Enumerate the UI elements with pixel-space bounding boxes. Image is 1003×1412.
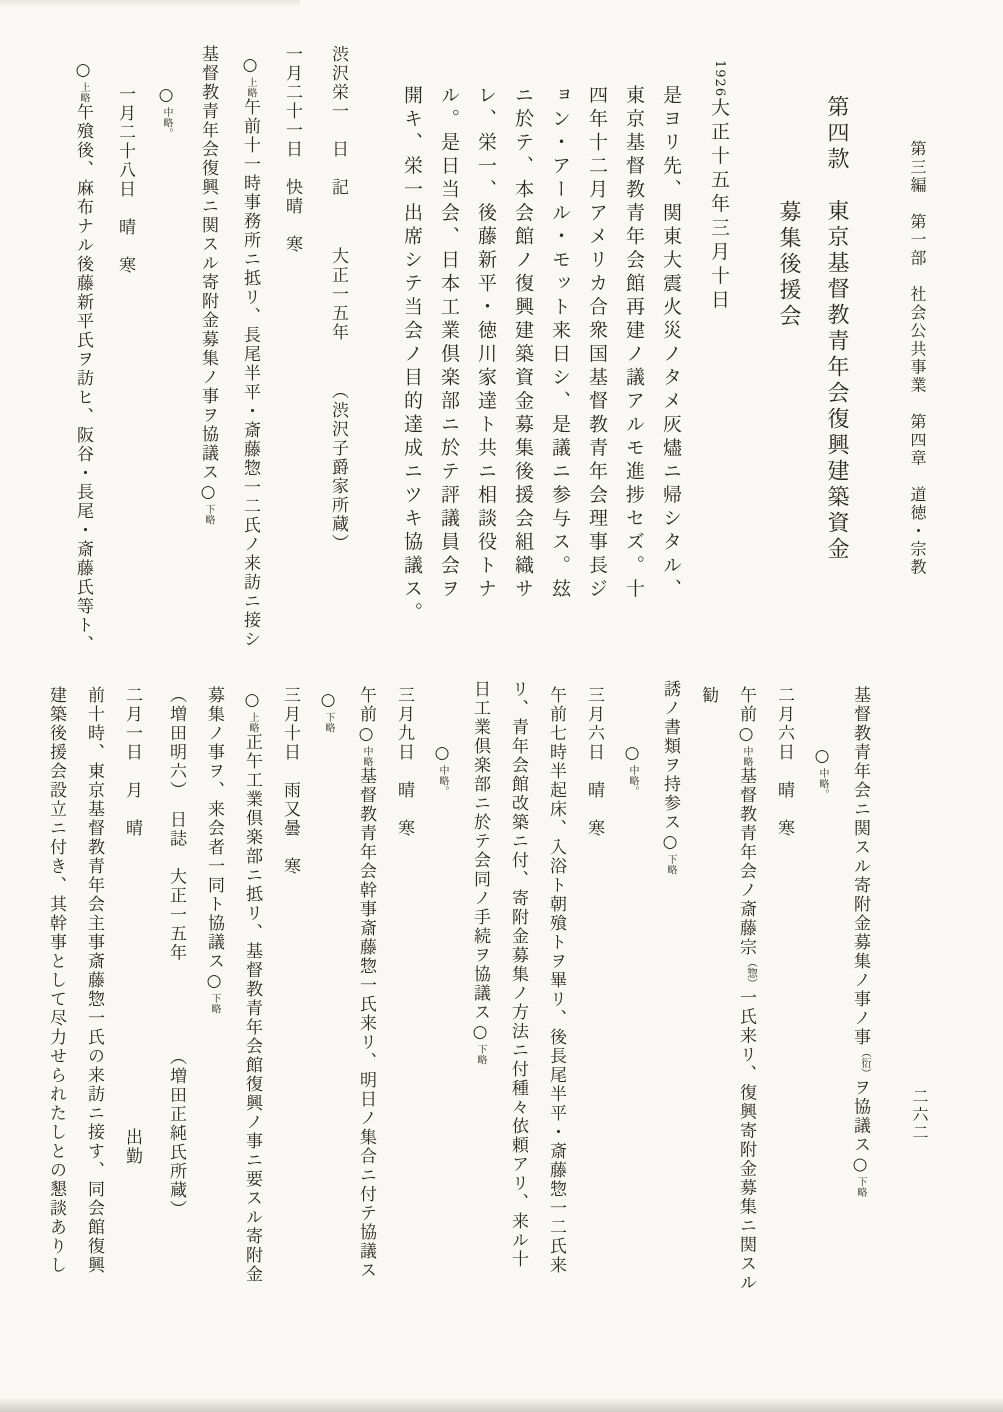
text-run: 午前十一時事務所ニ抵リ、長尾半平・斎藤惣一二氏ノ来訪ニ接シ [240,98,260,649]
text-run: （渋沢子爵家所蔵） [328,382,348,553]
text-run: 四年十二月アメリカ合衆国基督教青年会理事長ジ [586,85,608,602]
text-run: 正午工業倶楽部ニ抵リ、基督教青年会館復興ノ事ニ要スル寄附金 [242,733,262,1284]
text-run: ○ [198,482,218,504]
text-run: 東京基督教青年会館再建ノ議アルモ進捗セズ。十 [623,85,645,602]
omission-note: 下略 [323,712,334,733]
diary-entry-date-column [113,668,151,1308]
text-run: 第四款 東京基督教青年会復興建築資金 [824,95,849,563]
page-number: 二六二 [910,1088,929,1142]
text-run: 前十時、東京基督教青年会主事斎藤惣一氏の来訪ニ接す、同会館復興 [84,686,104,1275]
text-run: ○ [622,743,642,765]
text-run: 誘ノ書類ヲ持参ス [660,680,680,832]
text-run: レ、栄一、後藤新平・徳川家達ト共ニ相談役トナ [475,85,497,602]
text-run: 一月二十一日 快晴 寒 [282,45,302,254]
text-run: ○ [660,832,680,854]
text-run: 大正一五年 [328,247,348,342]
diary-entry-date-column [765,668,803,1308]
omission-note: 中略。 [437,765,448,797]
text-run: ○ [240,55,260,77]
omission-note: 上略 [78,82,89,103]
omission-note: 中略 [361,746,372,767]
narrative-column [393,40,430,662]
narrative-column [578,40,615,662]
section-title-column [812,40,860,662]
text-run: ○ [812,746,832,768]
diary-body-column [195,668,233,1308]
omission-note: 上略 [247,712,258,733]
diary-entry-date-column [104,40,145,662]
omission-mark-column [145,40,187,662]
diary-entry-date-column [271,668,309,1308]
text-run: ○ [470,1022,490,1044]
text-run: 一氏来リ、復興寄附金募集ニ関スル勧 [698,686,756,1293]
text-run: 三月九日 晴 寒 [394,686,414,838]
diary-body-column [841,668,879,1308]
running-head: 第三編 第一部 社会公共事業 第四章 道徳・宗教 [908,140,927,577]
editorial-annotation: （衍） [860,1047,872,1079]
text-run: 建築後援会設立ニ付き、其幹事として尽力せられたしとの懇談ありし [46,686,66,1275]
omission-note: 中略。 [817,768,828,800]
diary-entry-date-column [385,668,423,1308]
diary-entry-date-column [271,40,312,662]
diary-body-column [229,40,271,662]
main-text-block [62,40,860,662]
omission-mark-column [423,668,461,1308]
omission-note: 中略。 [161,107,172,139]
text-run: 募集ノ事ヲ、来会者一同ト協議ス [204,686,224,971]
diary-body-column [75,668,113,1308]
diary-body-column [233,668,271,1308]
text-run: 午前七時半起床、入浴ト朝飱トヲ畢リ、後長尾半平・斎藤惣一二氏来 [546,686,566,1275]
diary-source-column [157,668,195,1308]
text-run: 三月十日 雨又曇 寒 [280,686,300,876]
omission-note: 下略 [203,504,214,525]
omission-note: 下略 [855,1176,866,1198]
text-run: 日工業倶楽部ニ於テ会同ノ手続ヲ協議ス [470,680,490,1022]
text-run: ○ [73,60,93,82]
text-run: 開キ、栄一出席シテ当会ノ目的達成ニツキ協議ス。 [401,85,423,626]
text-run: ○ [432,743,452,765]
diary-body-column [689,668,765,1308]
text-run: ○ [204,971,224,993]
text-run: ○ [156,85,176,107]
omission-note: 下略 [475,1044,486,1065]
text-run: ○ [850,1154,870,1177]
text-run: 渋沢栄一 日 記 [328,45,348,197]
diary-source-column [317,40,358,662]
omission-mark-column [613,668,651,1308]
text-run: 午前 [736,686,756,724]
diary-body-column [62,40,104,662]
omission-note: 下略 [209,993,220,1014]
text-run: 大正十五年三月十日 [708,97,730,314]
diary-body-column [537,668,575,1308]
text-run: 基督教青年会復興ニ関スル寄附金募集ノ事ヲ協議ス [198,45,218,482]
omission-mark-column [803,668,841,1308]
text-run: 是ヨリ先、関東大震火災ノタメ灰燼ニ帰シタル、 [660,85,682,602]
narrative-column [615,40,652,662]
text-run: 基督教青年会ニ関スル寄附金募集ノ事ノ事 [850,686,870,1047]
omission-note: 中略 [741,746,752,767]
omission-note: 中略。 [627,765,638,797]
narrative-column [430,40,467,662]
text-run: 基督教青年会幹事斎藤惣一氏来リ、明日ノ集合ニ付テ協議ス [356,767,376,1280]
text-run: ○ [242,690,262,712]
diary-body-column [37,668,75,1308]
text-run: ョン・アール・モット来日シ、是議ニ参与ス。玆 [549,85,571,602]
diary-entry-date-column [575,668,613,1308]
scan-edge-shadow-top [0,0,300,6]
text-run: 基督教青年会ノ斎藤宗 [736,767,756,957]
text-run: （増田明六） 日誌 大正一五年 [166,686,186,963]
diary-body-column [651,668,689,1308]
date-heading-column [699,40,739,662]
narrative-column [467,40,504,662]
text-run: ○ [736,724,756,746]
text-run: 1926 [712,60,727,98]
text-run: 募集後援会 [776,200,801,330]
editorial-annotation: （惣） [746,957,758,989]
text-run: 二月六日 晴 寒 [774,686,794,838]
section-subtitle-column [764,40,812,662]
text-run: ニ於テ、本会館ノ復興建築資金募集後援会組織サ [512,85,534,602]
narrative-column [504,40,541,662]
narrative-column [541,40,578,662]
omission-note: 下略 [665,854,676,875]
text-run: 三月六日 晴 寒 [584,686,604,838]
diary-body-column [187,40,229,662]
diary-text-block [37,668,879,1308]
diary-body-column [461,668,499,1308]
text-run: 二月一日 月 晴 [122,686,142,838]
text-run: 午飱後、麻布ナル後藤新平氏ヲ訪ヒ、阪谷・長尾・斎藤氏等ト、 [73,103,93,654]
text-run: ○ [318,690,338,712]
text-run: ヲ協議ス [850,1078,870,1155]
text-run: 出勤 [122,1128,142,1166]
omission-note: 上略 [245,77,256,98]
text-run: （増田正純氏所蔵） [166,1047,186,1219]
text-run: ル。是日当会、日本工業倶楽部ニ於テ評議員会ヲ [438,85,460,602]
narrative-column [652,40,689,662]
text-run: リ、青年会館改築ニ付、寄附金募集ノ方法ニ付種々依頼アリ、来ル十 [508,680,528,1269]
diary-body-column [499,668,537,1308]
scan-edge-shadow-bottom [0,1397,1003,1412]
text-run: 午前 [356,686,376,724]
text-run: ○ [356,724,376,746]
diary-body-column [347,668,385,1308]
text-run: 一月二十八日 晴 寒 [115,85,135,275]
omission-mark-column [309,668,347,1308]
